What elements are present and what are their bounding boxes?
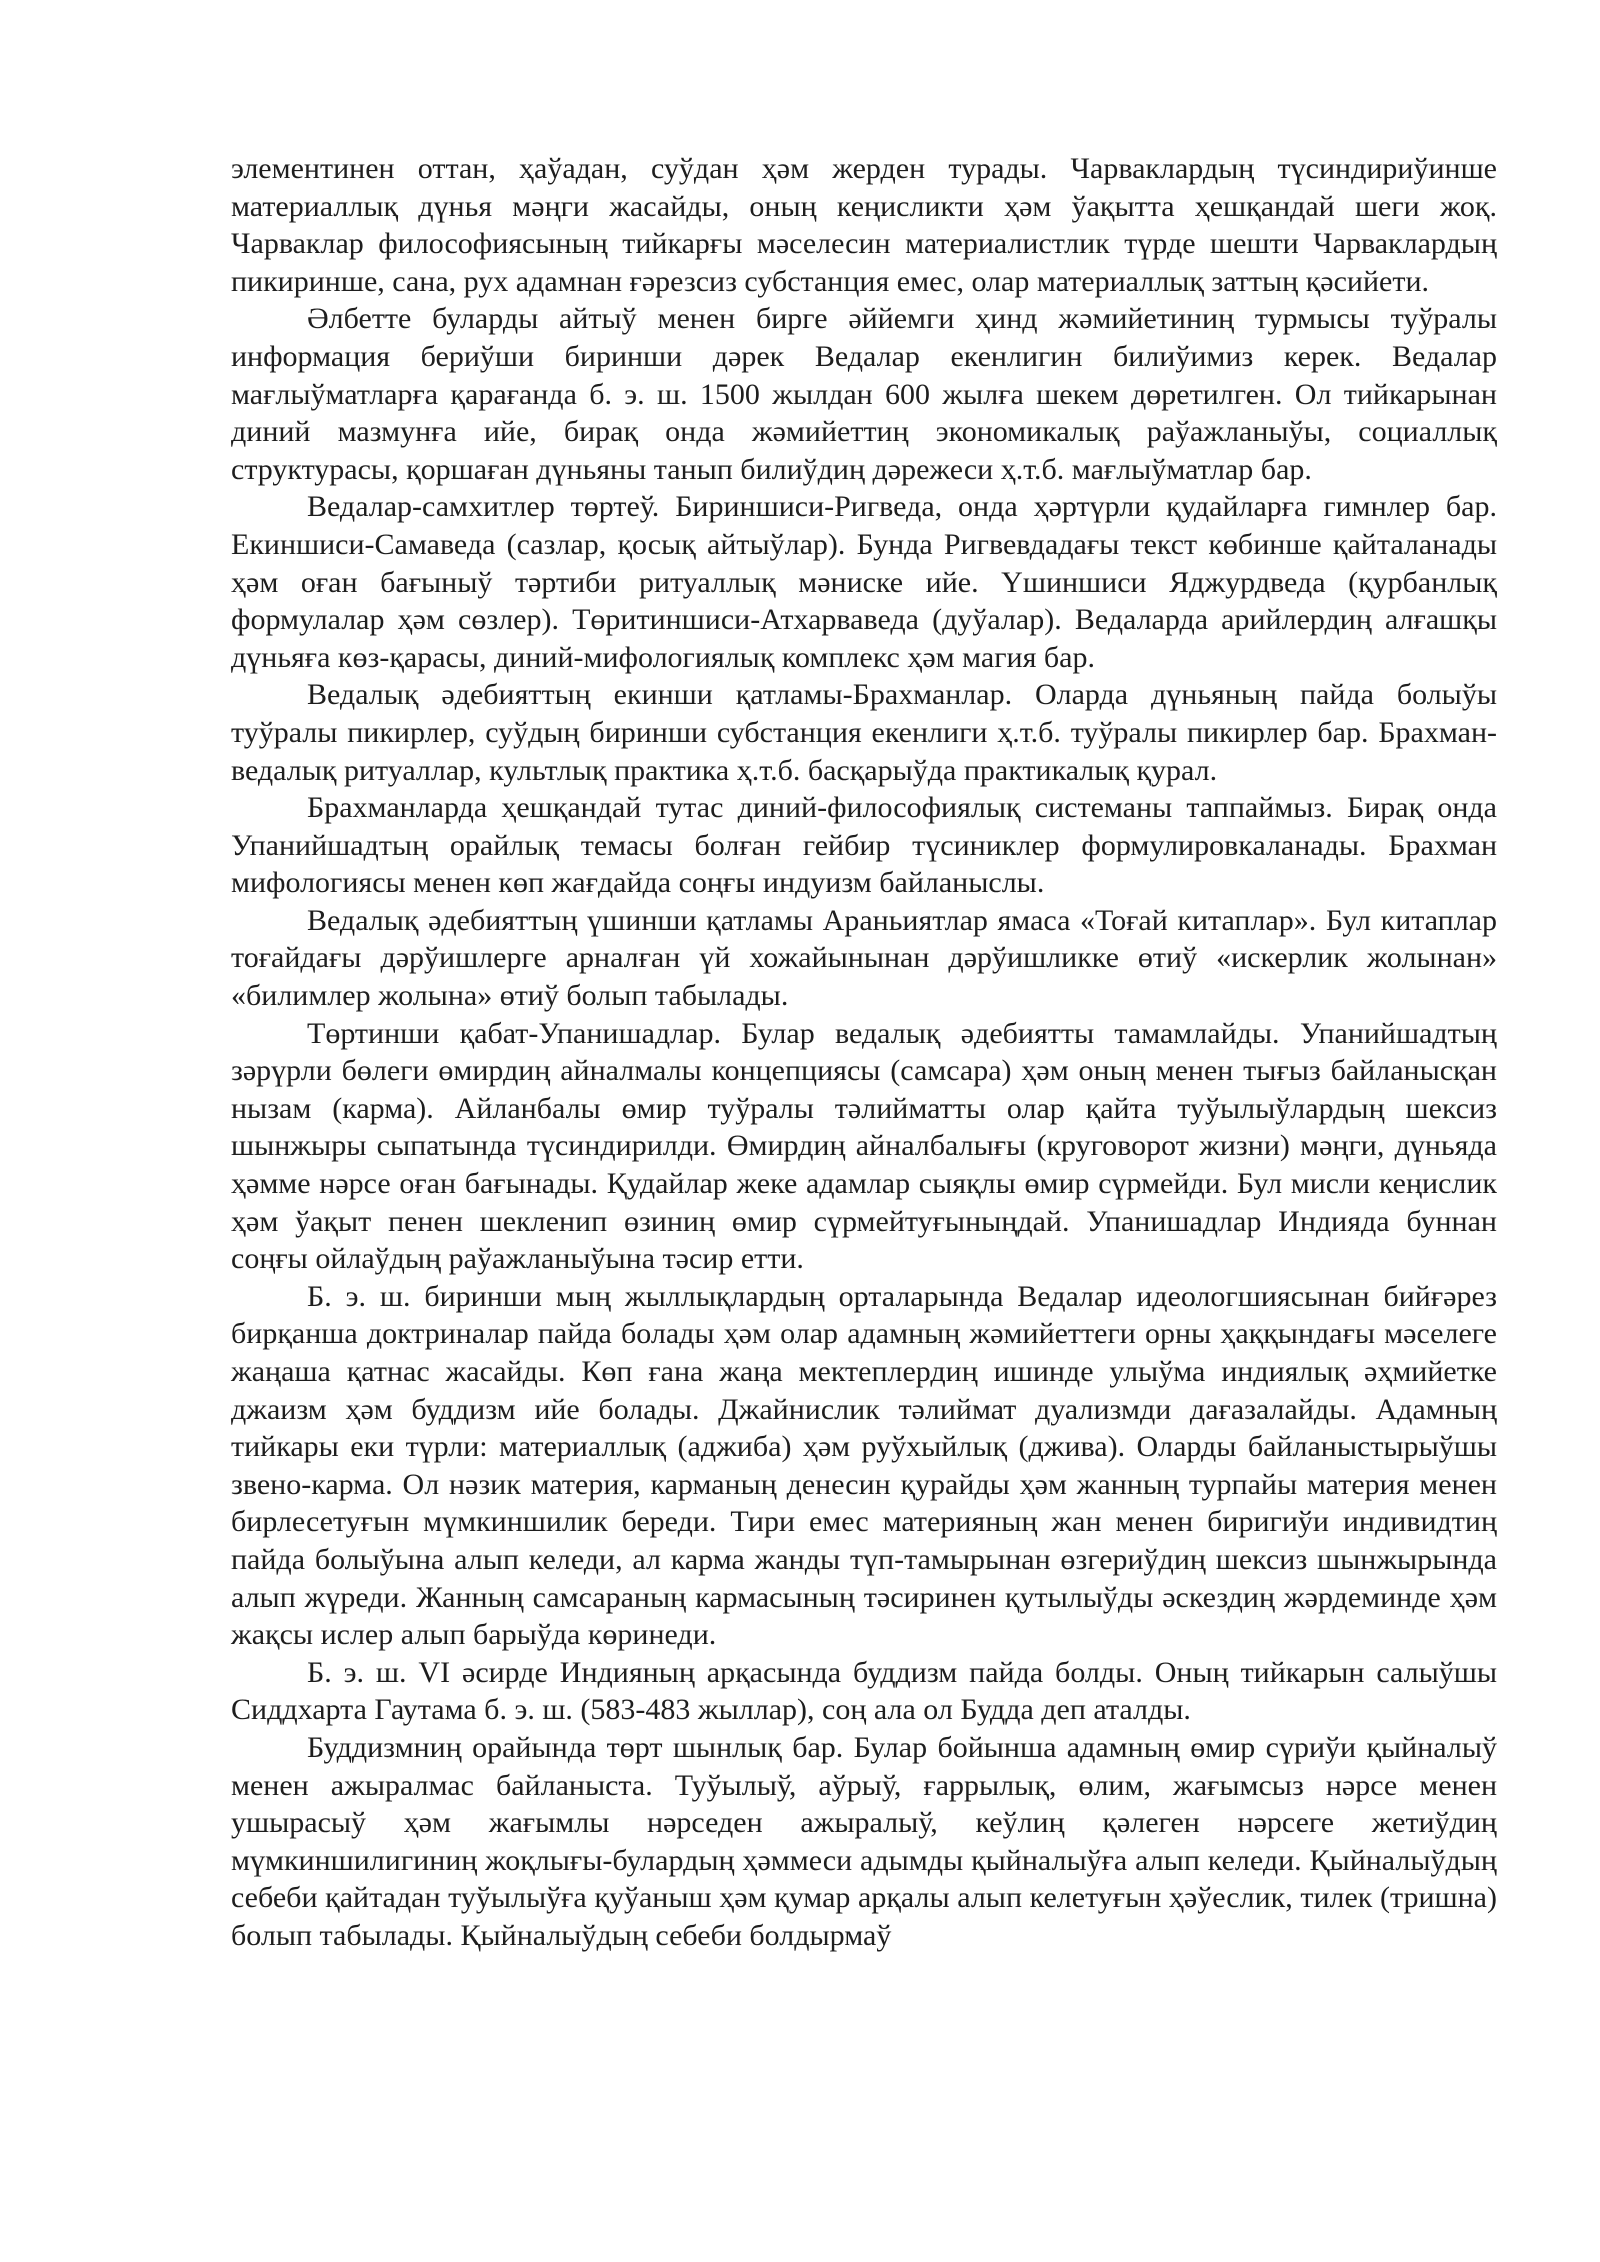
paragraph-9: Б. э. ш. VI әсирде Индияның арқасында буддизм пайда болды. Оның тийкарын салыўшы Сиддхарта Гаутама б. э. ш. (583-483 жыллар), соң ала ол Будда деп аталды.: [231, 1655, 1497, 1727]
document-page: [231, 150, 1497, 1955]
paragraph-10: Буддизмниң орайында төрт шынлық бар. Булар бойынша адамның өмир сүриўи қыйналыў менен ажыралмас байланыста. Туўылыў, аўрыў, ғаррылық, өлим, жағымсыз нәрсе менен ушырасыў ҳәм жағымлы нәрседен ажыралыў, кеўлиң қәлеген нәрсеге жетиўдиң мүмкиншилигиниң жоқлығы-булардың ҳәммеси адымды қыйналыўға алып келеди. Қыйналыўдың себеби қайтадан туўылыўға қуўаныш ҳәм қумар арқалы алып келетуғын ҳәўеслик, тилек (тришна) болып табылады. Қыйналыўдың себеби болдырмаў: [231, 1730, 1497, 1952]
paragraph-4: Ведалық әдебияттың екинши қатламы-Брахманлар. Оларда дүньяның пайда болыўы туўралы пикирлер, суўдың биринши субстанция екенлиги ҳ.т.б. туўралы пикирлер бар. Брахман-ведалық ритуаллар, культлық практика ҳ.т.б. басқарыўда практикалық қурал.: [231, 678, 1497, 787]
paragraph-3: Ведалар-самхитлер төртеў. Бириншиси-Ригведа, онда ҳәртүрли қудайларға гимнлер бар. Екиншиси-Самаведа (сазлар, қосық айтыўлар). Бунда Ригвевдадағы текст көбинше қайталанады ҳәм оған бағыныў тәртиби ритуаллық мәниске ийе. Үшиншиси Яджурдведа (қурбанлық формулалар ҳәм сөзлер). Төритиншиси-Атхарваведа (дуўалар). Ведаларда арийлердиң алғашқы дүньяға көз-қарасы, диний-мифологиялық комплекс ҳәм магия бар.: [231, 490, 1497, 674]
paragraph-6: Ведалық әдебияттың үшинши қатламы Араньиятлар ямаса «Тоғай китаплар». Бул китаплар тоғайдағы дәрўишлерге арналған үй хожайынынан дәрўишликке өтиў «искерлик жолынан» «билимлер жолына» өтиў болып табылады.: [231, 903, 1497, 1013]
paragraph-8: Б. э. ш. биринши мың жыллықлардың орталарында Ведалар идеологшиясынан бийғәрез бирқанша доктриналар пайда болады ҳәм олар адамның жәмийеттеги орны ҳаққындағы мәселеге жаңаша қатнас жасайды. Көп ғана жаңа мектеплердиң ишинде улыўма индиялық әҳмийетке джаизм ҳәм буддизм ийе болады. Джайнислик тәлиймат дуализмди дағазалайды. Адамның тийкары еки түрли: материаллық (аджиба) ҳәм руўхыйлық (джива). Оларды байланыстырыўшы звено-карма. Ол нәзик материя, карманың денесин қурайды ҳәм жанның турпайы материя менен бирлесетуғын мүмкиншилик береди. Тири емес материяның жан менен биригиўи индивидтиң пайда болыўына алып келеди, ал карма жанды түп-тамырынан өзгериўдиң шексиз шынжырында алып жүреди. Жанның самсараның кармасының тәсиринен қутылыўды әскездиң жәрдеминде ҳәм жақсы ислер алып барыўда көринеди.: [231, 1279, 1497, 1652]
paragraph-2: Әлбетте буларды айтыў менен бирге әййемги ҳинд жәмийетиниң турмысы туўралы информация бериўши биринши дәрек Ведалар екенлигин билиўимиз керек. Ведалар мағлыўматларға қарағанда б. э. ш. 1500 жылдан 600 жылға шекем дөретилген. Ол тийкарынан диний мазмунға ийе, бирақ онда жәмийеттиң экономикалық раўажланыўы, социаллық структурасы, қоршаған дүньяны танып билиўдиң дәрежеси ҳ.т.б. мағлыўматлар бар.: [231, 302, 1497, 486]
paragraph-1: элементинен оттан, ҳаўадан, суўдан ҳәм жерден турады. Чарваклардың түсиндириўинше материаллық дүнья мәңги жасайды, оның кеңисликти ҳәм ўақытта ҳешқандай шеги жоқ. Чарваклар философиясының тийкарғы мәселесин материалистлик түрде шешти Чарваклардың пикиринше, сана, рух адамнан ғәрезсиз субстанция емес, олар материаллық заттың қәсийети.: [231, 152, 1497, 298]
paragraph-5: Брахманларда ҳешқандай тутас диний-философиялық системаны таппаймыз. Бирақ онда Упанийшадтың орайлық темасы болған гейбир түсиниклер формулировкаланады. Брахман мифологиясы менен көп жағдайда соңғы индуизм байланыслы.: [231, 791, 1497, 900]
paragraph-7: Төртинши қабат-Упанишадлар. Булар ведалық әдебиятты тамамлайды. Упанийшадтың зәрүрли бөлеги өмирдиң айналмалы концепциясы (самсара) ҳәм оның менен тығыз байланысқан нызам (карма). Айланбалы өмир туўралы тәлийматты олар қайта туўылыўлардың шексиз шынжыры сыпатында түсиндирилди. Өмирдиң айналбалығы (круговорот жизни) мәңги, дүньяда ҳәмме нәрсе оған бағынады. Қудайлар жеке адамлар сыяқлы өмир сүрмейди. Бул мисли кеңислик ҳәм ўақыт пенен шекленип өзиниң өмир сүрмейтуғыныңдай. Упанишадлар Индияда буннан соңғы ойлаўдың раўажланыўына тәсир етти.: [231, 1016, 1497, 1276]
